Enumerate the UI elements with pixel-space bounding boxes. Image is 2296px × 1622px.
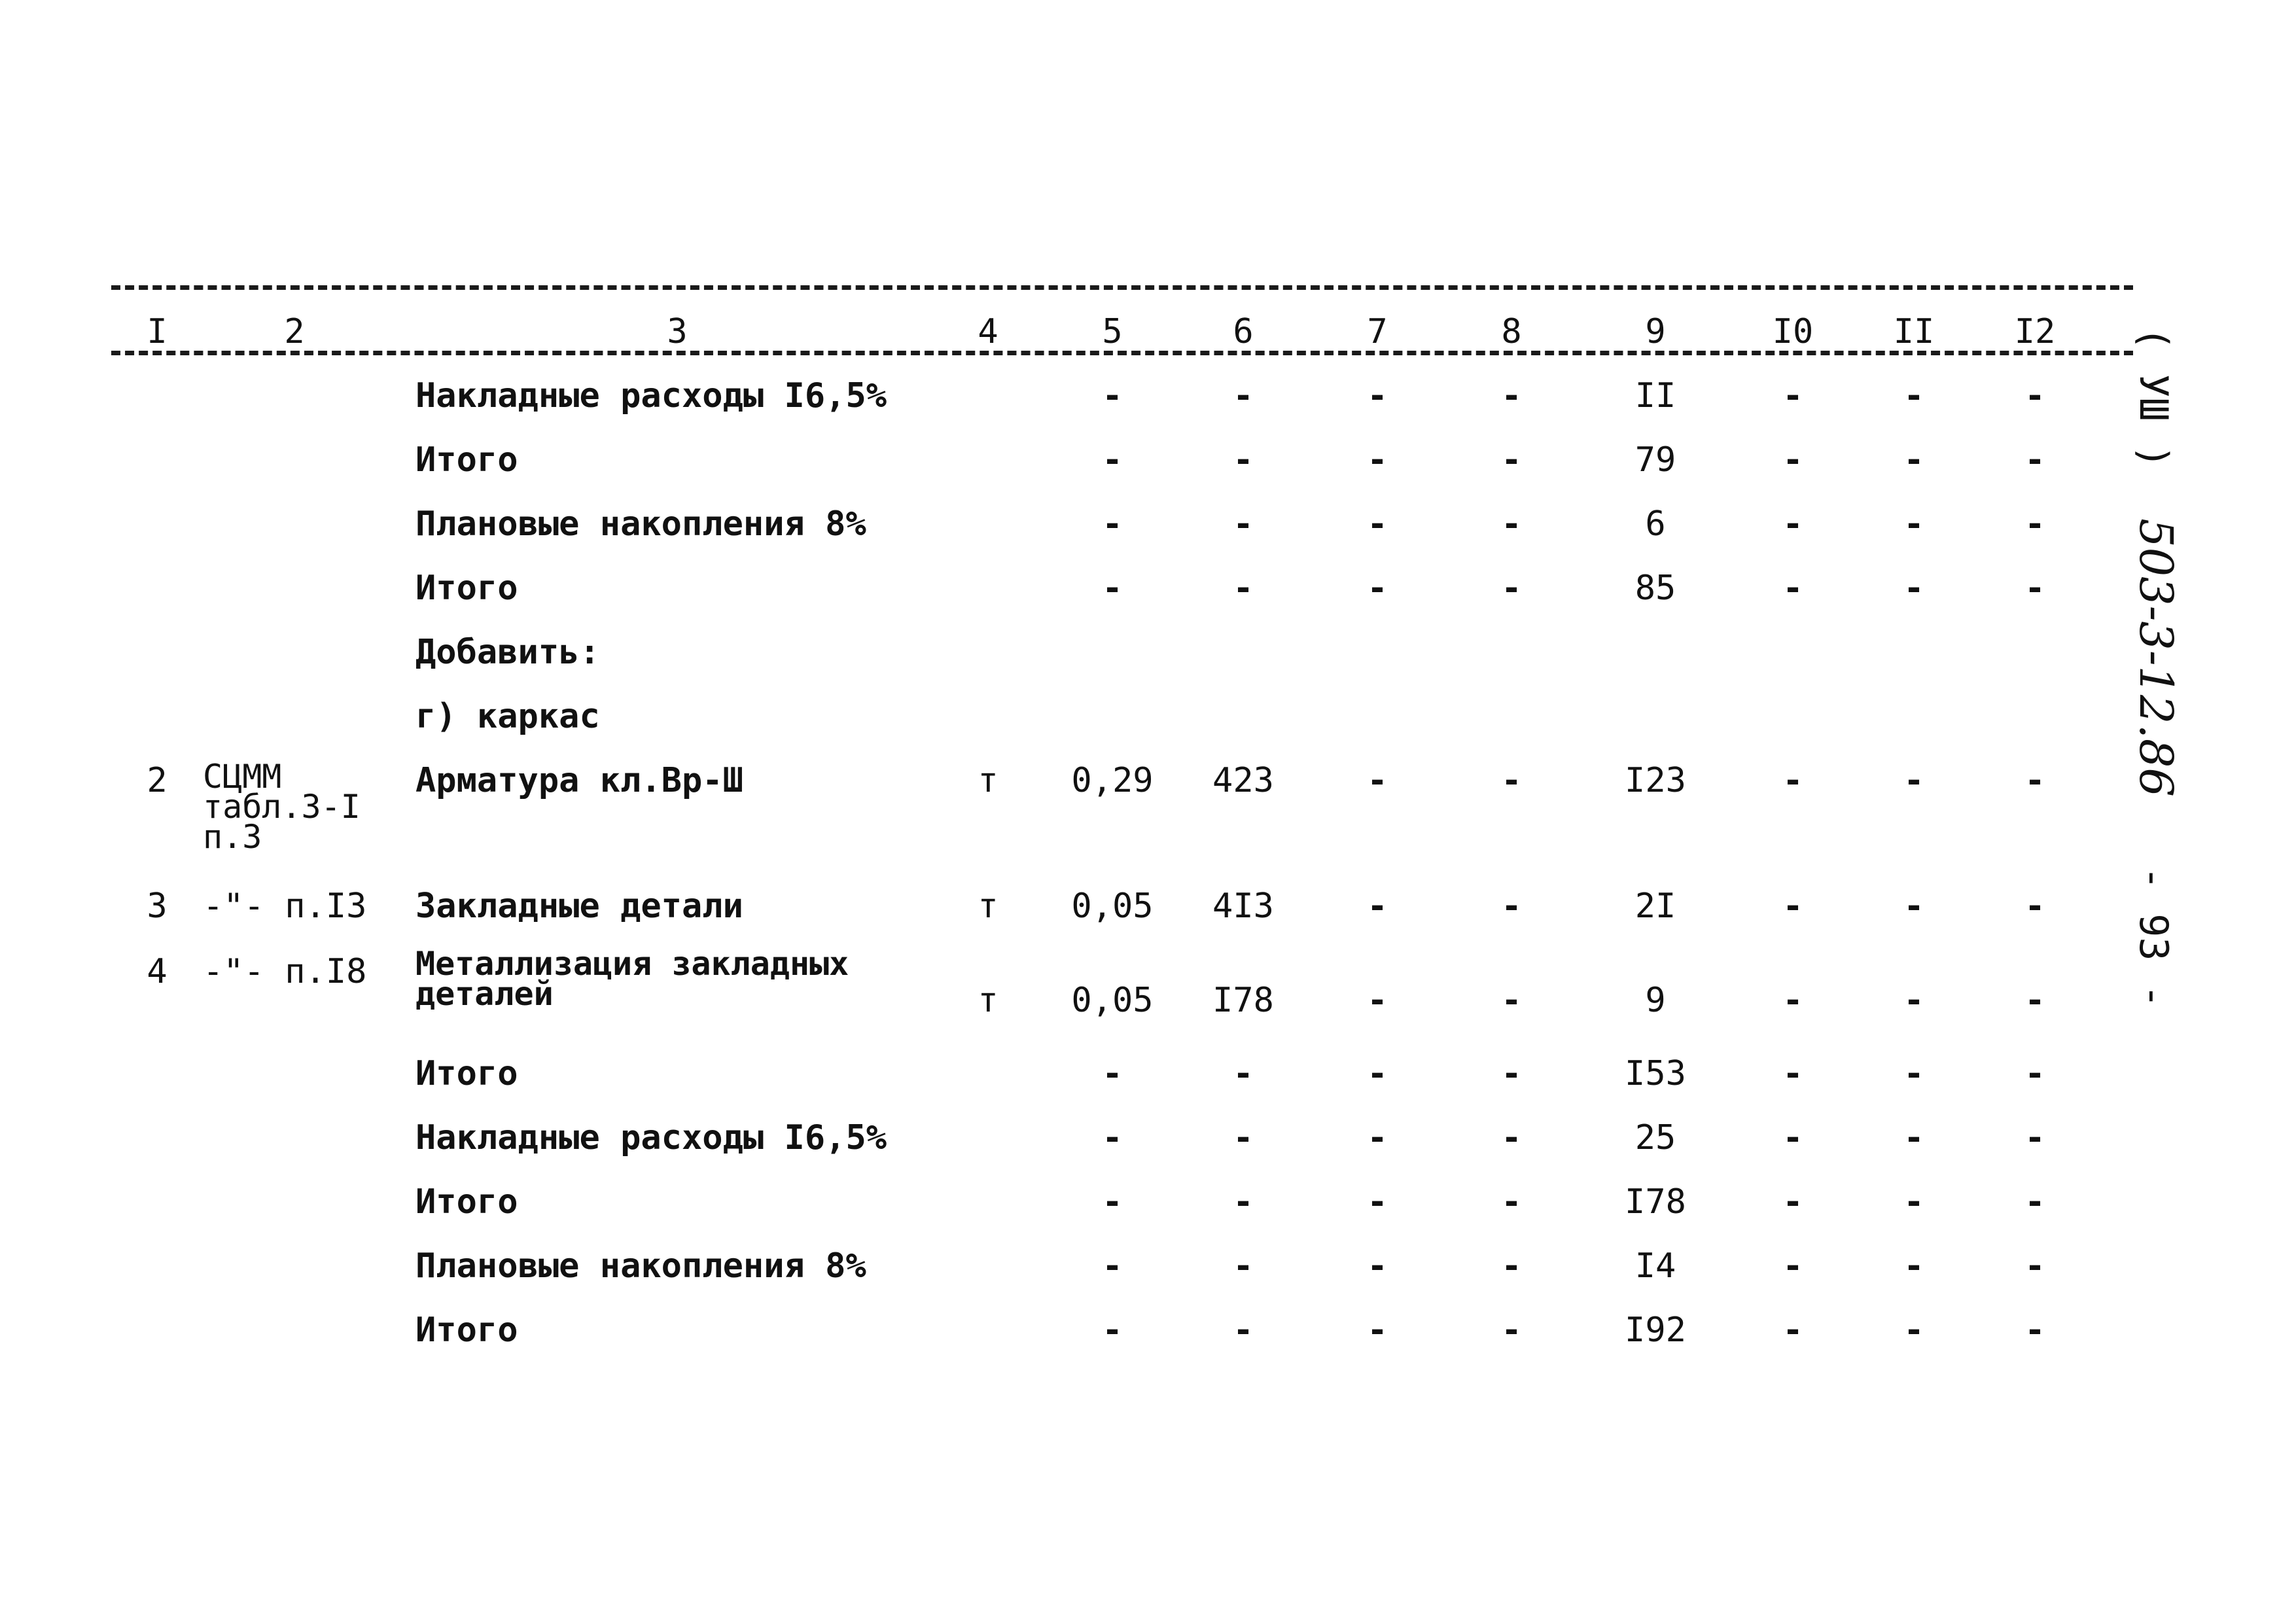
table-cell-c10: - (1782, 376, 1803, 415)
table-cell-c6: - (1233, 440, 1254, 480)
column-header-7: 7 (1367, 312, 1388, 351)
table-cell-c11: - (1903, 1182, 1924, 1222)
column-header-3: 3 (667, 312, 688, 351)
side-label (2123, 326, 2189, 1008)
column-header-5: 5 (1102, 312, 1123, 351)
table-cell-c6: - (1233, 1246, 1254, 1286)
table-cell-c5: - (1102, 504, 1123, 544)
table-cell-c5: - (1102, 1311, 1123, 1350)
table-cell-c12: - (2024, 1182, 2045, 1222)
table-cell-c6: 4I3 (1212, 887, 1274, 926)
cost-value: I78 (1625, 1182, 1686, 1222)
table-cell-c12: - (2024, 569, 2045, 608)
table-cell-c6: I78 (1212, 981, 1274, 1020)
row-number: 3 (147, 887, 168, 926)
table-cell-c11: - (1903, 1311, 1924, 1350)
column-header-8: 8 (1501, 312, 1522, 351)
table-cell-c8: - (1501, 440, 1522, 480)
table-cell-c5: 0,05 (1071, 887, 1154, 926)
cost-value: 25 (1634, 1118, 1676, 1157)
table-cell-c10: - (1782, 1182, 1803, 1222)
table-cell-c7: - (1367, 761, 1388, 800)
norm-reference: -"- п.I8 (203, 952, 367, 991)
table-cell-c5: - (1102, 376, 1123, 415)
column-header-4: 4 (978, 312, 998, 351)
row-number: 2 (147, 761, 168, 800)
table-cell-c10: - (1782, 569, 1803, 608)
table-cell-c5: 0,29 (1071, 761, 1154, 800)
table-cell-c8: - (1501, 761, 1522, 800)
table-cell-c5: 0,05 (1071, 981, 1154, 1020)
item-description: Арматура кл.Вр-Ш (415, 761, 743, 800)
table-cell-c12: - (2024, 1311, 2045, 1350)
cost-value: 85 (1634, 569, 1676, 608)
table-cell-c6: - (1233, 504, 1254, 544)
table-cell-c8: - (1501, 1118, 1522, 1157)
table-cell-c8: - (1501, 981, 1522, 1020)
table-cell-c5: - (1102, 1246, 1123, 1286)
item-description: Накладные расходы I6,5% (415, 376, 887, 415)
unit: т (978, 761, 998, 800)
table-cell-c12: - (2024, 1118, 2045, 1157)
item-description: Металлизация закладных деталей (415, 945, 849, 1013)
table-cell-c12: - (2024, 761, 2045, 800)
column-header-1: I (147, 312, 168, 351)
item-description: Итого (415, 569, 518, 608)
column-header-11: II (1893, 312, 1935, 351)
column-header-9: 9 (1645, 312, 1666, 351)
table-cell-c6: - (1233, 1311, 1254, 1350)
table-cell-c5: - (1102, 1118, 1123, 1157)
item-description: Итого (415, 1182, 518, 1222)
cost-value: 2I (1634, 887, 1676, 926)
item-description: Плановые накопления 8% (415, 504, 866, 544)
cost-value: 6 (1645, 504, 1666, 544)
side-label-page-number: - 93 - (2130, 866, 2176, 1008)
table-cell-c12: - (2024, 504, 2045, 544)
item-description: Закладные детали (415, 887, 743, 926)
table-cell-c10: - (1782, 761, 1803, 800)
table-cell-c7: - (1367, 1118, 1388, 1157)
table-cell-c11: - (1903, 1246, 1924, 1286)
table-cell-c11: - (1903, 1118, 1924, 1157)
column-header-10: I0 (1772, 312, 1814, 351)
top-rule (111, 285, 2133, 290)
table-cell-c7: - (1367, 887, 1388, 926)
table-cell-c11: - (1903, 504, 1924, 544)
table-cell-c11: - (1903, 376, 1924, 415)
cost-value: II (1634, 376, 1676, 415)
unit: т (978, 887, 998, 926)
table-cell-c6: - (1233, 376, 1254, 415)
table-cell-c6: - (1233, 1182, 1254, 1222)
table-cell-c12: - (2024, 1246, 2045, 1286)
cost-value: I4 (1634, 1246, 1676, 1286)
table-cell-c8: - (1501, 1311, 1522, 1350)
table-cell-c8: - (1501, 887, 1522, 926)
table-cell-c11: - (1903, 440, 1924, 480)
table-cell-c12: - (2024, 1054, 2045, 1093)
table-cell-c6: 423 (1212, 761, 1274, 800)
table-cell-c5: - (1102, 569, 1123, 608)
table-cell-c6: - (1233, 569, 1254, 608)
table-cell-c12: - (2024, 887, 2045, 926)
item-description: Добавить: (415, 633, 600, 672)
table-cell-c8: - (1501, 1246, 1522, 1286)
column-header-12: I2 (2014, 312, 2056, 351)
cost-value: 9 (1645, 981, 1666, 1020)
cost-value: I92 (1625, 1311, 1686, 1350)
item-description: Плановые накопления 8% (415, 1246, 866, 1286)
table-cell-c7: - (1367, 981, 1388, 1020)
table-cell-c12: - (2024, 440, 2045, 480)
item-description: Итого (415, 1311, 518, 1350)
table-cell-c12: - (2024, 376, 2045, 415)
table-cell-c10: - (1782, 981, 1803, 1020)
column-header-2: 2 (284, 312, 305, 351)
table-cell-c11: - (1903, 981, 1924, 1020)
header-rule (111, 351, 2133, 355)
table-cell-c8: - (1501, 504, 1522, 544)
table-cell-c10: - (1782, 1118, 1803, 1157)
table-cell-c8: - (1501, 1054, 1522, 1093)
norm-reference: СЦММ табл.3-I п.3 (203, 758, 361, 856)
table-cell-c10: - (1782, 1054, 1803, 1093)
table-cell-c7: - (1367, 376, 1388, 415)
item-description: Итого (415, 1054, 518, 1093)
column-header-6: 6 (1233, 312, 1254, 351)
cost-value: I53 (1625, 1054, 1686, 1093)
table-cell-c7: - (1367, 504, 1388, 544)
norm-reference: -"- п.I3 (203, 887, 367, 926)
table-cell-c8: - (1501, 1182, 1522, 1222)
table-cell-c5: - (1102, 440, 1123, 480)
table-cell-c12: - (2024, 981, 2045, 1020)
table-cell-c8: - (1501, 376, 1522, 415)
table-cell-c8: - (1501, 569, 1522, 608)
table-cell-c7: - (1367, 1054, 1388, 1093)
table-cell-c6: - (1233, 1118, 1254, 1157)
table-cell-c10: - (1782, 504, 1803, 544)
table-cell-c6: - (1233, 1054, 1254, 1093)
table-cell-c5: - (1102, 1054, 1123, 1093)
side-label-section: ( УШ ) (2130, 326, 2176, 468)
cost-value: 79 (1634, 440, 1676, 480)
table-cell-c11: - (1903, 1054, 1924, 1093)
table-cell-c7: - (1367, 440, 1388, 480)
table-cell-c7: - (1367, 569, 1388, 608)
side-label-code: 503-3-12.86 (2129, 518, 2183, 797)
table-cell-c10: - (1782, 1246, 1803, 1286)
item-description: г) каркас (415, 697, 600, 736)
item-description: Накладные расходы I6,5% (415, 1118, 887, 1157)
unit: т (978, 981, 998, 1020)
row-number: 4 (147, 952, 168, 991)
table-cell-c7: - (1367, 1182, 1388, 1222)
table-cell-c10: - (1782, 440, 1803, 480)
table-cell-c5: - (1102, 1182, 1123, 1222)
table-cell-c7: - (1367, 1246, 1388, 1286)
table-cell-c11: - (1903, 569, 1924, 608)
item-description: Итого (415, 440, 518, 480)
table-cell-c11: - (1903, 761, 1924, 800)
table-cell-c10: - (1782, 887, 1803, 926)
cost-value: I23 (1625, 761, 1686, 800)
table-cell-c7: - (1367, 1311, 1388, 1350)
table-cell-c10: - (1782, 1311, 1803, 1350)
table-cell-c11: - (1903, 887, 1924, 926)
